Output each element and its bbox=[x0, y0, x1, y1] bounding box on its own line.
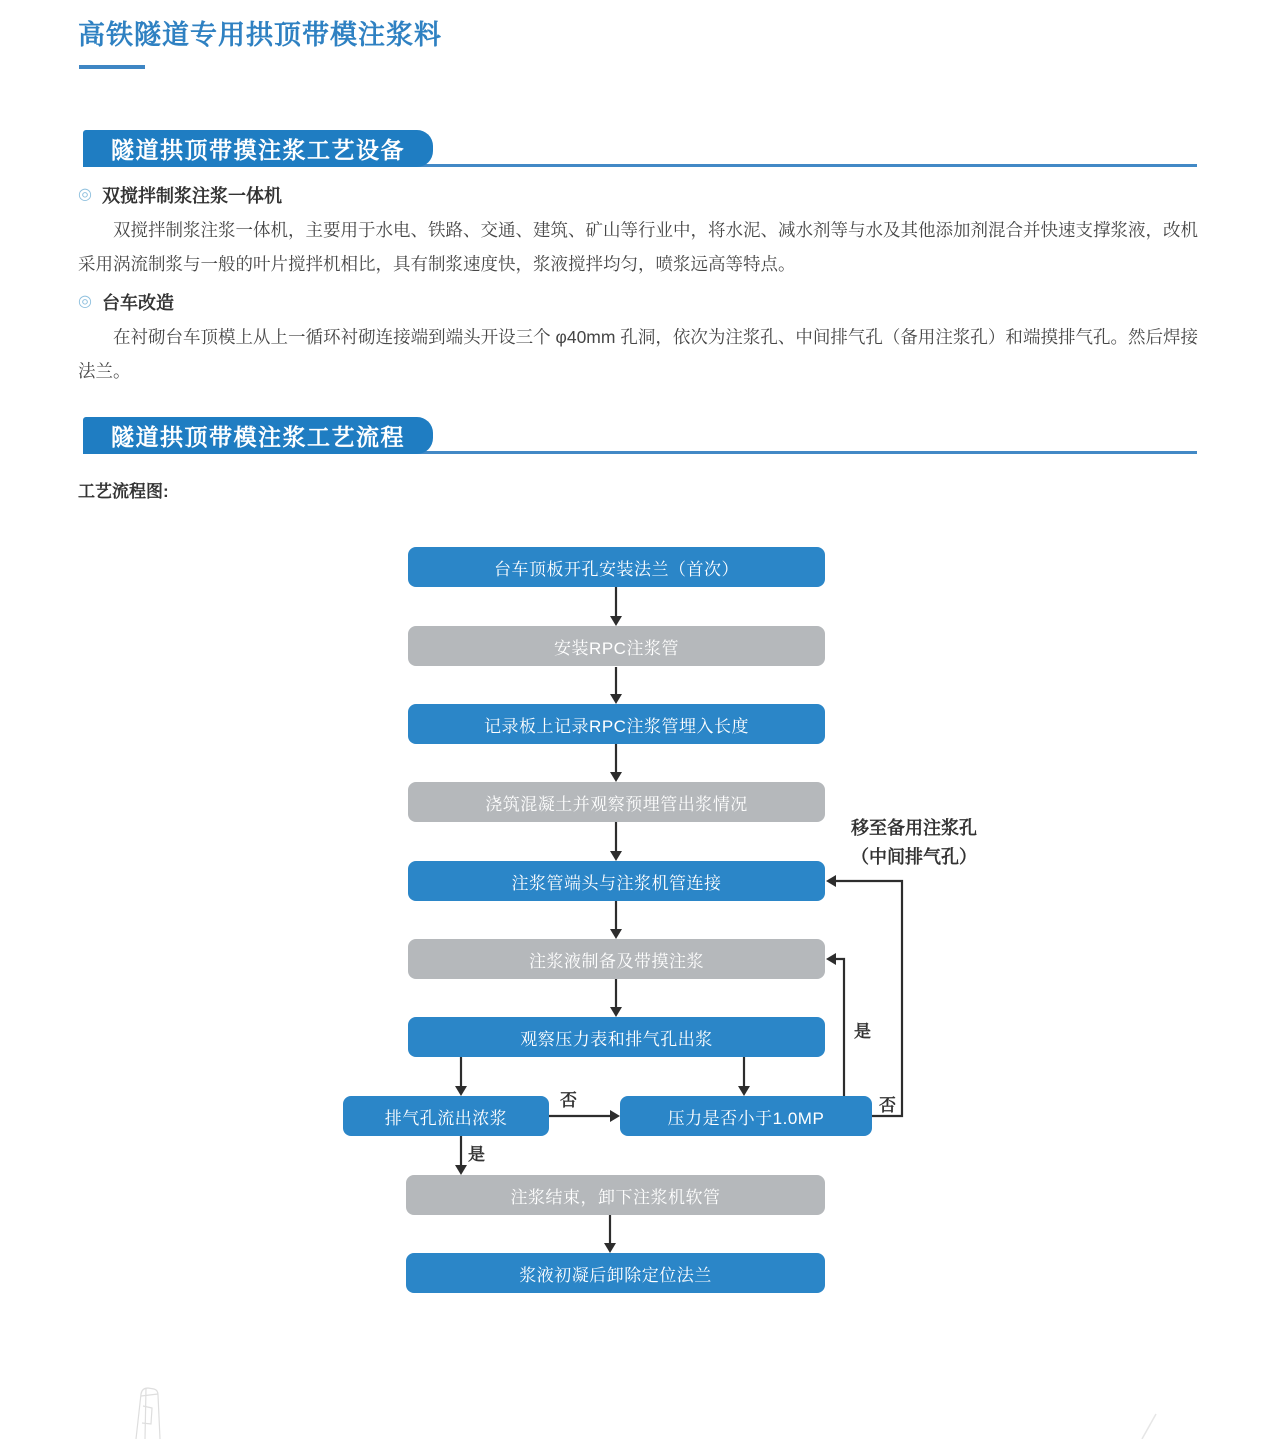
flow-node-record-length: 记录板上记录RPC注浆管埋入长度 bbox=[408, 704, 825, 744]
paragraph-trolley: 在衬砌台车顶模上从上一循环衬砌连接端到端头开设三个 φ40mm 孔洞，依次为注浆孔、中间排气孔（备用注浆孔）和端摸排气孔。然后焊接法兰。 bbox=[78, 327, 1198, 381]
edge-label-pressure-no: 否 bbox=[879, 1096, 896, 1115]
building-watermark-icon bbox=[122, 1384, 186, 1439]
flow-node-connect-machine: 注浆管端头与注浆机管连接 bbox=[408, 861, 825, 901]
edge-label-pressure-yes: 是 bbox=[854, 1022, 871, 1041]
bullet-row-mixer bbox=[78, 180, 1198, 210]
flow-node-observe-pressure: 观察压力表和排气孔出浆 bbox=[408, 1017, 825, 1057]
process-section-header bbox=[83, 417, 1197, 454]
flowchart bbox=[0, 520, 1280, 1320]
flow-annotation-backup-hole bbox=[836, 814, 992, 872]
bullet-heading-mixer: 双搅拌制浆注浆一体机 bbox=[101, 186, 282, 206]
flow-diagram-label: 工艺流程图: bbox=[78, 482, 169, 501]
edge-label-vent-no: 否 bbox=[560, 1091, 577, 1110]
process-header-badge: 隧道拱顶带模注浆工艺流程 bbox=[83, 417, 433, 454]
paragraph-mixer: 双搅拌制浆注浆一体机，主要用于水电、铁路、交通、建筑、矿山等行业中，将水泥、减水剂等与水及其他添加剂混合并快速支撑浆液，改机采用涡流制浆与一般的叶片搅拌机相比，具有制浆速度快，浆液搅拌均匀，喷浆远高等特点。 bbox=[78, 220, 1198, 274]
double-circle-bullet-icon: ◎ bbox=[78, 186, 92, 203]
bullet-row-trolley bbox=[78, 287, 1198, 317]
flow-node-pour-concrete: 浇筑混凝土并观察预埋管出浆情况 bbox=[408, 782, 825, 822]
flow-node-install-flange: 台车顶板开孔安装法兰（首次） bbox=[408, 547, 825, 587]
page-title: 高铁隧道专用拱顶带模注浆料 bbox=[78, 20, 442, 50]
edge-label-vent-yes: 是 bbox=[468, 1145, 485, 1164]
title-underline bbox=[79, 65, 145, 69]
flow-node-install-rpc-pipe: 安装RPC注浆管 bbox=[408, 626, 825, 666]
flow-annotation-line1: 移至备用注浆孔 bbox=[851, 818, 977, 838]
flow-annotation-line2: （中间排气孔） bbox=[851, 847, 977, 867]
equipment-section-header bbox=[83, 130, 1197, 167]
flow-node-prepare-grout: 注浆液制备及带摸注浆 bbox=[408, 939, 825, 979]
equipment-header-badge: 隧道拱顶带摸注浆工艺设备 bbox=[83, 130, 433, 167]
double-circle-bullet-icon: ◎ bbox=[78, 293, 92, 310]
bullet-heading-trolley: 台车改造 bbox=[101, 293, 174, 313]
corner-line-decoration bbox=[1138, 1412, 1162, 1439]
flow-node-vent-thick-grout: 排气孔流出浓浆 bbox=[343, 1096, 549, 1136]
flow-node-finish-grouting: 注浆结束，卸下注浆机软管 bbox=[406, 1175, 825, 1215]
flow-node-remove-flange: 浆液初凝后卸除定位法兰 bbox=[406, 1253, 825, 1293]
flow-node-pressure-check: 压力是否小于1.0MP bbox=[620, 1096, 872, 1136]
equipment-content bbox=[78, 180, 1198, 394]
